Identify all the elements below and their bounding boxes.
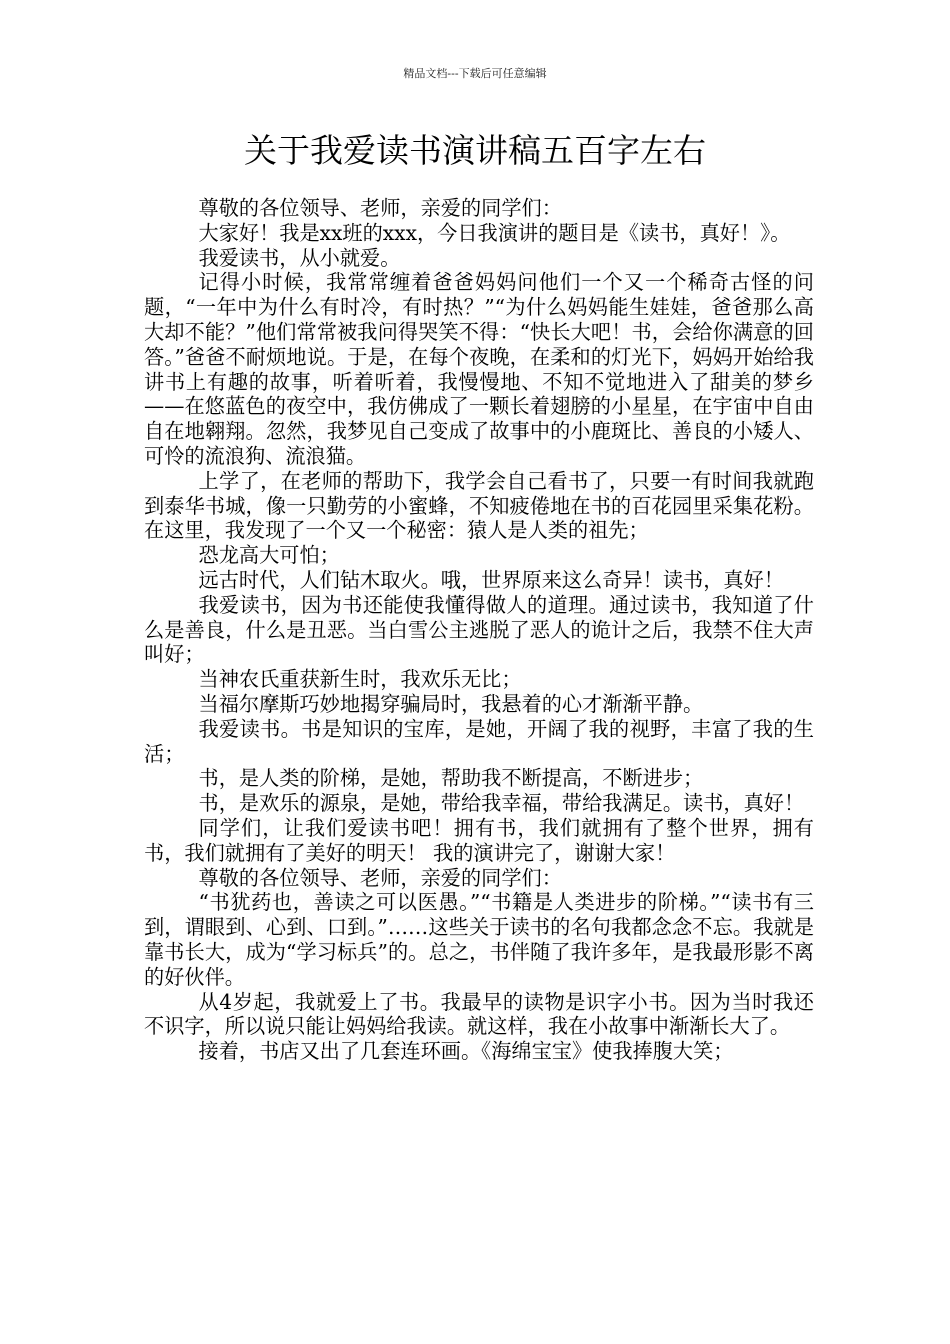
paragraph: 上学了，在老师的帮助下，我学会自己看书了，只要一有时间我就跑到泰华书城，像一只勤劳的小蜜蜂，不知疲倦地在书的百花园里采集花粉。在这里，我发现了一个又一个秘密：猿人是人类的祖先；: [144, 468, 814, 543]
paragraph: 接着，书店又出了几套连环画。《海绵宝宝》使我捧腹大笑；: [198, 1039, 734, 1064]
document-body: [144, 196, 814, 1064]
paragraph: 恐龙高大可怕；: [198, 543, 340, 568]
paragraph: 当福尔摩斯巧妙地揭穿骗局时，我悬着的心才渐渐平静。: [198, 691, 704, 716]
document-title: 关于我爱读书演讲稿五百字左右: [244, 131, 706, 170]
paragraph: 尊敬的各位领导、老师，亲爱的同学们：: [198, 196, 562, 220]
header-note: 精品文档---下载后可任意编辑: [403, 67, 547, 80]
paragraph: 我爱读书，因为书还能使我懂得做人的道理。通过读书，我知道了什么是善良，什么是丑恶。当白雪公主逃脱了恶人的诡计之后，我禁不住大声叫好；: [144, 592, 814, 667]
paragraph: 尊敬的各位领导、老师，亲爱的同学们：: [198, 865, 562, 890]
paragraph: 大家好！我是xx班的xxx，今日我演讲的题目是《读书，真好！》。: [198, 220, 791, 245]
paragraph: 我爱读书，从小就爱。: [198, 245, 401, 270]
paragraph: 同学们，让我们爱读书吧！拥有书，我们就拥有了整个世界，拥有书，我们就拥有了美好的明天！ 我的演讲完了，谢谢大家！: [144, 815, 814, 865]
paragraph: 书，是欢乐的源泉，是她，带给我幸福，带给我满足。读书，真好！: [198, 791, 805, 816]
paragraph: “书犹药也，善读之可以医愚。”“书籍是人类进步的阶梯。”“读书有三到，谓眼到、心到、口到。”……这些关于读书的名句我都念念不忘。我就是靠书长大，成为“学习标兵”的。总之，书伴随了我许多年，是我最形影不离的好伙伴。: [144, 890, 814, 989]
paragraph: 我爱读书。书是知识的宝库，是她，开阔了我的视野，丰富了我的生活；: [144, 716, 814, 766]
paragraph: 从4岁起，我就爱上了书。我最早的读物是识字小书。因为当时我还不识字，所以说只能让妈妈给我读。就这样，我在小故事中渐渐长大了。: [144, 989, 814, 1039]
paragraph: 书，是人类的阶梯，是她，帮助我不断提高，不断进步；: [198, 766, 704, 791]
paragraph: 当神农氏重获新生时，我欢乐无比；: [198, 667, 522, 692]
paragraph: 远古时代，人们钻木取火。哦，世界原来这么奇异！读书，真好！: [198, 567, 784, 592]
paragraph: 记得小时候，我常常缠着爸爸妈妈问他们一个又一个稀奇古怪的问题，“一年中为什么有时冷，有时热？”“为什么妈妈能生娃娃，爸爸那么高大却不能？”他们常常被我问得哭笑不得：“快长大吧！书，会给你满意的回答。”爸爸不耐烦地说。于是，在每个夜晚，在柔和的灯光下，妈妈开始给我讲书上有趣的故事，听着听着，我慢慢地、不知不觉地进入了甜美的梦乡——在悠蓝色的夜空中，我仿佛成了一颗长着翅膀的小星星，在宇宙中自由自在地翱翔。忽然，我梦见自己变成了故事中的小鹿斑比、善良的小矮人、可怜的流浪狗、流浪猫。: [144, 270, 814, 468]
